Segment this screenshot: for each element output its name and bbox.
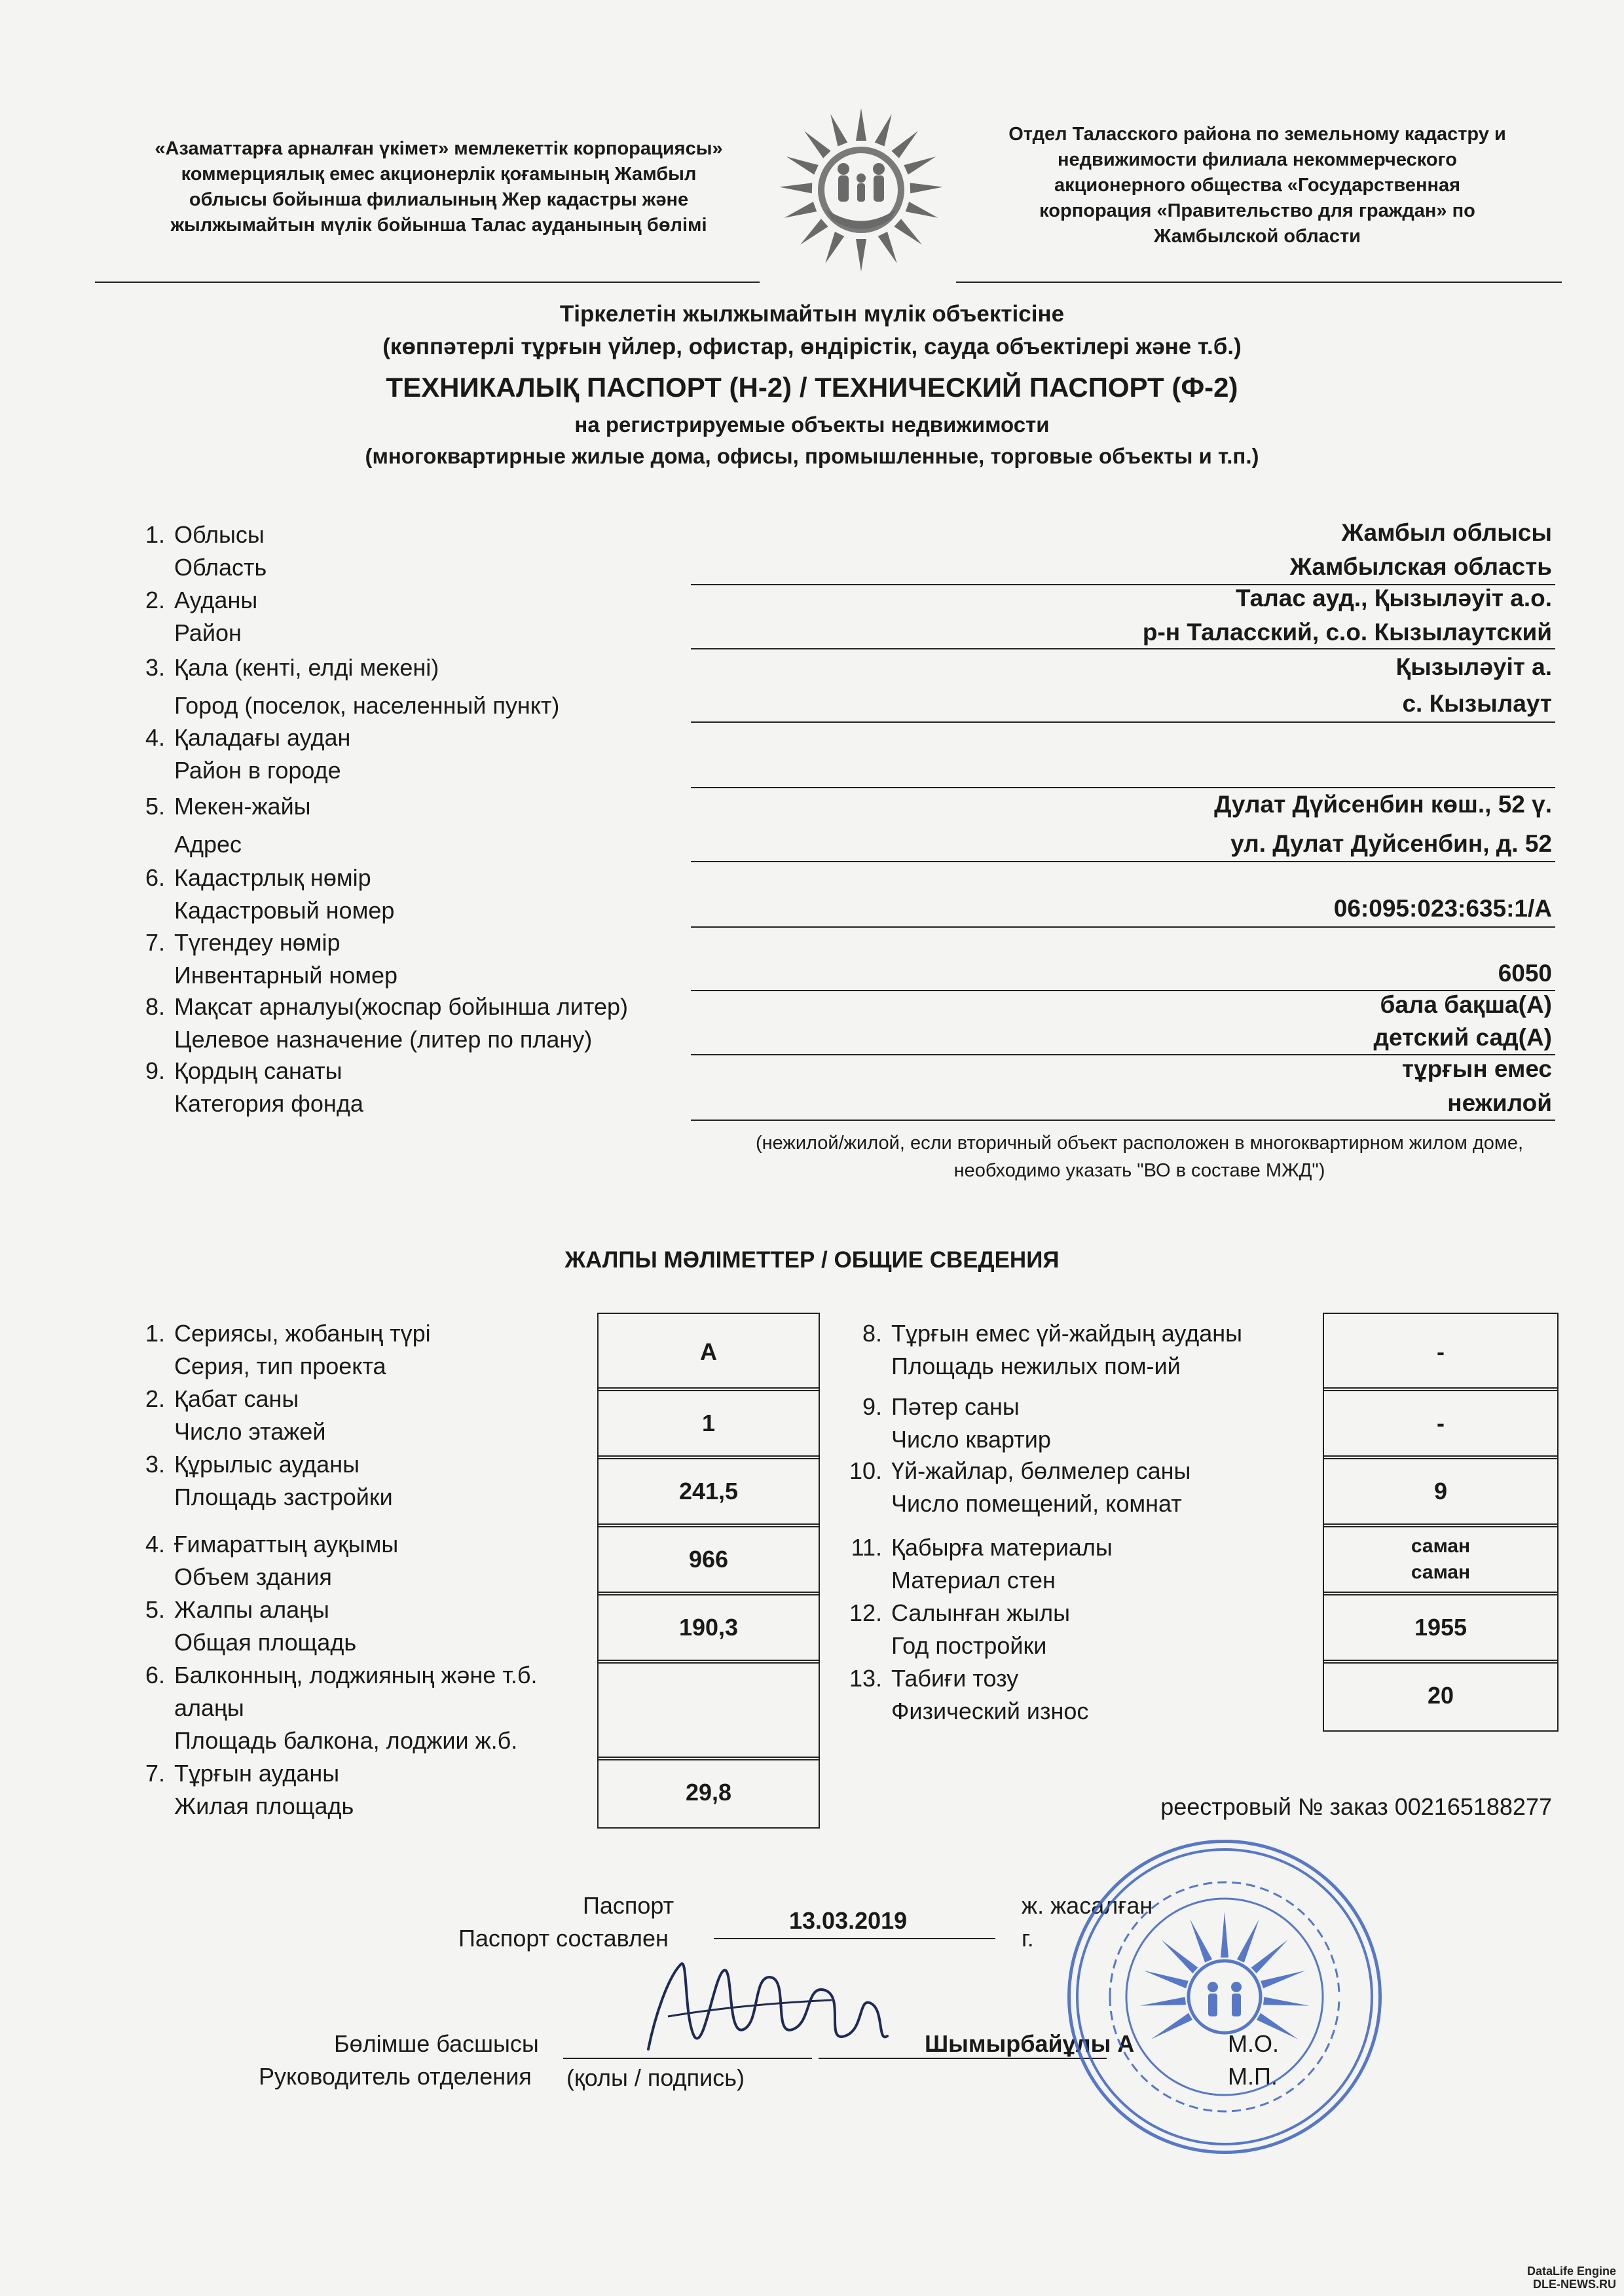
field-cadastral-label-ru: Кадастровый номер (174, 897, 395, 924)
field-city-label: 3. Қала (кенті, елді мекені) (145, 654, 439, 681)
field-region-value-ru: Жамбылская область (1289, 553, 1552, 580)
field-purpose-label: 8. Мақсат арналуы(жоспар бойынша литер) (145, 993, 628, 1020)
field-underline (691, 1120, 1555, 1121)
general-apartments-label-ru: Число квартир (891, 1426, 1051, 1453)
general-built-area-value: 241,5 (597, 1455, 820, 1527)
passport-label-ru: Паспорт составлен (458, 1925, 669, 1952)
title-line-1: Тіркелетін жылжымайтын мүлік объектісіне (559, 301, 1065, 327)
field-inventory-label: 7. Түгендеу нөмір (145, 929, 341, 956)
title-line-5: (многоквартирные жилые дома, офисы, промышленные, торговые объекты и т.п.) (365, 444, 1259, 468)
general-rooms-label-ru: Число помещений, комнат (891, 1490, 1182, 1517)
general-balcony-label: 6. Балконның, лоджияның және т.б. (145, 1662, 538, 1688)
general-floors-label-ru: Число этажей (174, 1418, 326, 1445)
field-category-label-ru: Категория фонда (174, 1090, 363, 1117)
general-floors-label: 2. Қабат саны (145, 1385, 299, 1412)
general-total-area-value: 190,3 (597, 1592, 820, 1664)
field-district-label-ru: Район (174, 619, 242, 646)
made-label-ru: г. (1022, 1925, 1034, 1952)
field-category-value-kz: тұрғын емес (1401, 1055, 1552, 1082)
general-nonres-area-label: 8. Тұрғын емес үй-жайдың ауданы (862, 1320, 1242, 1347)
head-label-kz: Бөлімше басшысы (334, 2030, 539, 2057)
general-volume-value: 966 (597, 1523, 820, 1595)
field-purpose-value-ru: детский сад(А) (1373, 1024, 1552, 1051)
field-inventory-label-ru: Инвентарный номер (174, 962, 398, 989)
general-wall-material-value: саман саман (1323, 1523, 1559, 1595)
general-built-area-label: 3. Құрылыс ауданы (145, 1451, 360, 1478)
general-wall-material-label: 11. Қабырға материалы (851, 1534, 1113, 1561)
general-series-label-ru: Серия, тип проекта (174, 1353, 386, 1379)
general-wear-label-ru: Физический износ (891, 1698, 1089, 1724)
general-total-area-label-ru: Общая площадь (174, 1629, 357, 1656)
field-underline (691, 648, 1555, 649)
field-underline (691, 787, 1555, 788)
general-floors-value: 1 (597, 1387, 820, 1459)
general-series-value: А (597, 1313, 820, 1391)
title-line-2: (көппәтерлі тұрғын үйлер, офистар, өндірістік, сауда объектілері және т.б.) (382, 334, 1242, 359)
field-city-value-ru: с. Кызылаут (1402, 690, 1552, 717)
field-city-district-label: 4. Қаладағы аудан (145, 724, 351, 751)
general-nonres-area-label-ru: Площадь нежилых пом-ий (891, 1353, 1181, 1379)
general-balcony-value (597, 1660, 820, 1760)
general-rooms-label: 10. Үй-жайлар, бөлмелер саны (849, 1457, 1191, 1484)
field-address-value-ru: ул. Дулат Дуйсенбин, д. 52 (1230, 830, 1552, 857)
field-underline (691, 721, 1555, 723)
mp-label-kz: М.О. (1228, 2030, 1279, 2057)
field-region-value-kz: Жамбыл облысы (1341, 519, 1552, 546)
general-volume-label-ru: Объем здания (174, 1563, 332, 1590)
general-built-area-label-ru: Площадь застройки (174, 1484, 393, 1510)
mp-label-ru: М.П. (1228, 2063, 1278, 2090)
header-divider-right (956, 282, 1562, 283)
general-living-area-label: 7. Тұрғын ауданы (145, 1760, 340, 1787)
field-underline (691, 926, 1555, 928)
passport-label-kz: Паспорт (583, 1892, 674, 1919)
general-total-area-label: 5. Жалпы алаңы (145, 1596, 329, 1623)
general-series-label: 1. Сериясы, жобаның түрі (145, 1320, 431, 1347)
field-purpose-label-ru: Целевое назначение (литер по плану) (174, 1026, 593, 1053)
field-address-value-kz: Дулат Дүйсенбин көш., 52 ү. (1214, 791, 1552, 818)
issuer-name-kz: «Азаматтарға арналған үкімет» мемлекеттік корпорациясы» коммерциялық емес акционерлік қоғамының Жамбыл облысы бойынша филиалының Жер кадастры және жылжымайтын мүлік бойынша Талас ауданының бөлімі (155, 138, 723, 236)
general-apartments-label: 9. Пәтер саны (862, 1393, 1020, 1420)
signer-name: Шымырбайұлы А (925, 2030, 1135, 2057)
general-year-label-ru: Год постройки (891, 1632, 1047, 1659)
general-wear-value: 20 (1323, 1660, 1559, 1732)
category-note: (нежилой/жилой, если вторичный объект расположен в многоквартирном жилом доме, необходимо указать "ВО в составе МЖД") (755, 1133, 1524, 1181)
field-city-district-label-ru: Район в городе (174, 757, 341, 784)
header-divider-left (95, 282, 760, 283)
issuer-name-ru: Отдел Таласского района по земельному кадастру и недвижимости филиала некоммерческого акционерного общества «Государственная корпорация «Правительство для граждан» по Жамбылской области (1008, 124, 1506, 247)
field-address-label: 5. Мекен-жайы (145, 793, 311, 820)
general-volume-label: 4. Ғимараттың ауқымы (145, 1531, 399, 1558)
field-purpose-value-kz: бала бақша(А) (1380, 991, 1552, 1018)
page-title: ТЕХНИКАЛЫҚ ПАСПОРТ (Н-2) / ТЕХНИЧЕСКИЙ ПАСПОРТ (Ф-2) (386, 372, 1238, 403)
field-category-label: 9. Қордың санаты (145, 1057, 342, 1084)
field-region-label-ru: Область (174, 554, 267, 581)
field-inventory-value: 6050 (1498, 960, 1552, 987)
general-section-title: ЖАЛПЫ МӘЛІМЕТТЕР / ОБЩИЕ СВЕДЕНИЯ (564, 1247, 1060, 1273)
sun-family-logo-icon (766, 98, 956, 288)
field-district-value-kz: Талас ауд., Қызыләуіт а.о. (1235, 585, 1552, 611)
made-label-kz: ж. жасалған (1022, 1892, 1153, 1919)
general-year-label: 12. Салынған жылы (849, 1599, 1071, 1626)
field-district-value-ru: р-н Таласский, с.о. Кызылаутский (1142, 619, 1552, 646)
registry-number: реестровый № заказ 002165188277 (1160, 1793, 1552, 1820)
general-balcony-label-ru: Площадь балкона, лоджии ж.б. (174, 1727, 518, 1754)
field-region-label: 1. Облысы (145, 521, 265, 548)
official-seal-stamp (1067, 1840, 1382, 2154)
head-label-ru: Руководитель отделения (259, 2063, 532, 2090)
general-year-value: 1955 (1323, 1592, 1559, 1664)
field-cadastral-label: 6. Кадастрлық нөмір (145, 864, 371, 891)
title-line-4: на регистрируемые объекты недвижимости (574, 412, 1050, 437)
general-living-area-value: 29,8 (597, 1757, 820, 1829)
general-wall-material-label-ru: Материал стен (891, 1567, 1056, 1594)
field-category-value-ru: нежилой (1447, 1089, 1552, 1116)
general-living-area-label-ru: Жилая площадь (174, 1793, 354, 1819)
field-cadastral-value: 06:095:023:635:1/А (1333, 895, 1552, 922)
field-district-label: 2. Ауданы (145, 587, 258, 613)
general-rooms-value: 9 (1323, 1455, 1559, 1527)
field-city-value-kz: Қызыләуіт а. (1395, 653, 1552, 680)
signature-caption: (қолы / подпись) (566, 2064, 745, 2091)
site-watermark: DataLife Engine DLE-NEWS.RU (1526, 2265, 1616, 2291)
general-apartments-value: - (1323, 1387, 1559, 1459)
field-address-label-ru: Адрес (174, 831, 242, 858)
passport-date: 13.03.2019 (789, 1907, 908, 1934)
handwritten-signature (629, 1938, 904, 2075)
general-balcony-label-kz2: алаңы (174, 1694, 244, 1721)
general-nonres-area-value: - (1323, 1313, 1559, 1391)
field-underline (691, 861, 1555, 862)
general-wear-label: 13. Табиғи тозу (849, 1665, 1019, 1692)
field-city-label-ru: Город (поселок, населенный пункт) (174, 692, 560, 719)
